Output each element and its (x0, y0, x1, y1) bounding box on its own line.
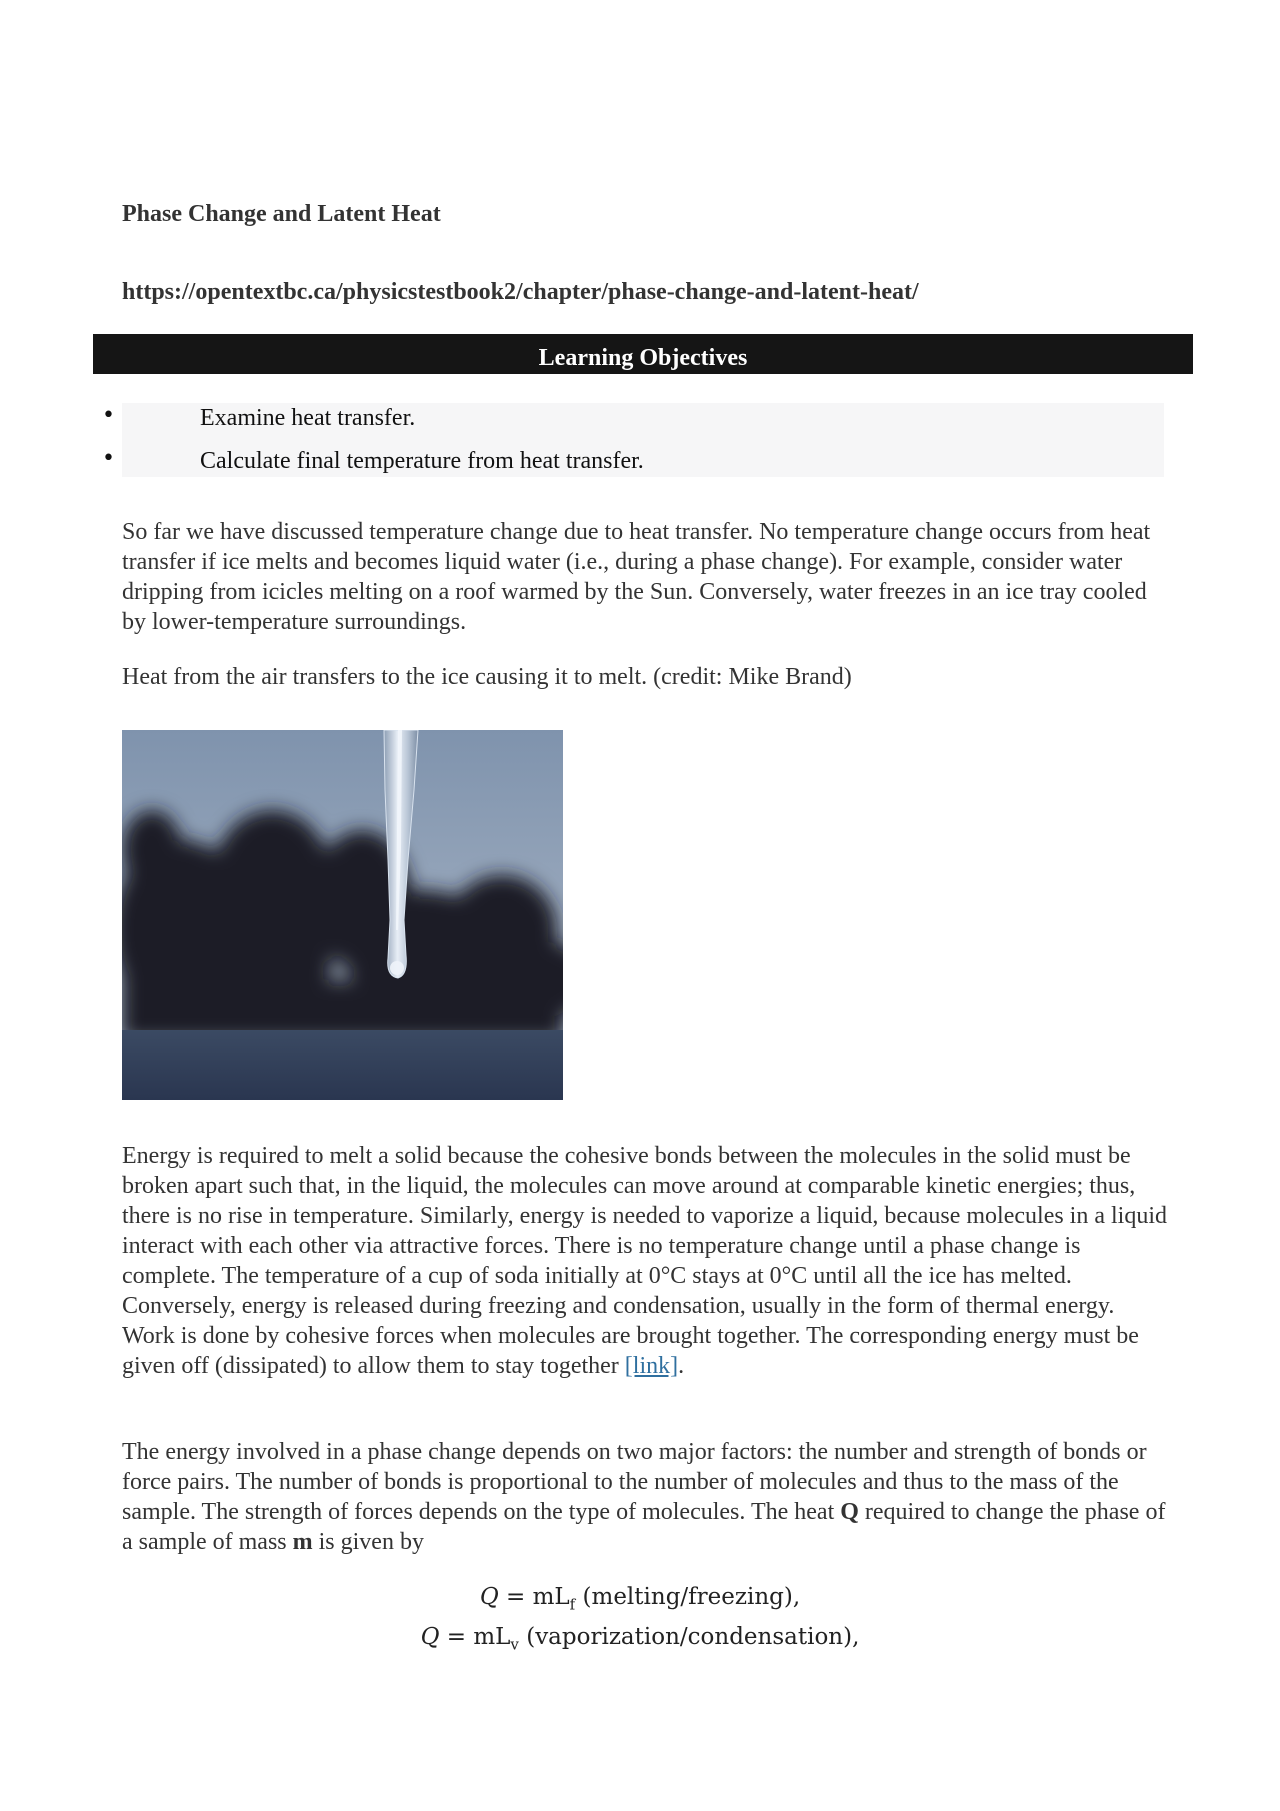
formula-subscript: f (569, 1595, 576, 1614)
figure-caption: Heat from the air transfers to the ice causing it to melt. (credit: Mike Brand) (122, 664, 852, 690)
intro-paragraph: So far we have discussed temperature change due to heat transfer. No temperature change occurs from heat transfer if ice melts and becomes liquid water (i.e., during a phase change). For example, consider water dripping from icicles melting on a roof warmed by the Sun. Conversely, water freezes in an ice tray cooled by lower-temperature surroundings. (122, 519, 1151, 635)
list-item (0, 448, 1160, 488)
bullet-icon: • (102, 446, 115, 471)
formula-eq: = mL (439, 1624, 511, 1650)
objective-text: Calculate final temperature from heat transfer. (200, 448, 644, 474)
formula-lhs: Q (420, 1624, 440, 1650)
reference-link[interactable]: [link] (624, 1353, 679, 1379)
formula-eq: = mL (498, 1584, 570, 1610)
factors-paragraph (122, 1437, 1172, 1557)
formula-note: (melting/freezing), (575, 1584, 801, 1610)
learning-objectives-header: Learning Objectives (93, 334, 1193, 374)
formula-melting (0, 1584, 1280, 1614)
formula-lhs: Q (479, 1584, 499, 1610)
objective-text: Examine heat transfer. (200, 405, 416, 431)
mass-symbol: m (292, 1529, 313, 1555)
energy-paragraph-end: . (678, 1353, 685, 1379)
icicle-photo (122, 730, 563, 1100)
heat-symbol: Q (840, 1499, 859, 1525)
factors-text-end: is given by (312, 1529, 424, 1555)
energy-paragraph-text: Energy is required to melt a solid because the cohesive bonds between the molecules in the solid must be broken apart such that, in the liquid, the molecules can move around at comparable kinetic energies; thus, there is no rise in temperature. Similarly, energy is needed to vaporize a liquid, because molecules in a liquid interact with each other via attractive forces. There is no temperature change until a phase change is complete. The temperature of a cup of soda initially at 0°C stays at 0°C until all the ice has melted. Conversely, energy is released during freezing and condensation, usually in the form of thermal energy. Work is done by cohesive forces when molecules are brought together. The corresponding energy must be given off (dissipated) to allow them to stay together (122, 1143, 1168, 1379)
energy-paragraph (122, 1141, 1172, 1381)
factors-text-start: The energy involved in a phase change depends on two major factors: the number and strength of bonds or force pairs. The number of bonds is proportional to the number of molecules and thus to the mass of the sample. The strength of forces depends on the type of molecules. The heat (122, 1439, 1147, 1525)
formula-vaporization (0, 1624, 1280, 1654)
formula-subscript: v (510, 1635, 519, 1654)
source-url: https://opentextbc.ca/physicstestbook2/chapter/phase-change-and-latent-heat/ (122, 279, 919, 305)
list-item (0, 405, 1160, 445)
document-title: Phase Change and Latent Heat (122, 201, 441, 227)
formula-note: (vaporization/condensation), (518, 1624, 860, 1650)
factors-text-mid: required to change the phase of a sample of mass (122, 1499, 1166, 1555)
bullet-icon: • (102, 403, 115, 428)
